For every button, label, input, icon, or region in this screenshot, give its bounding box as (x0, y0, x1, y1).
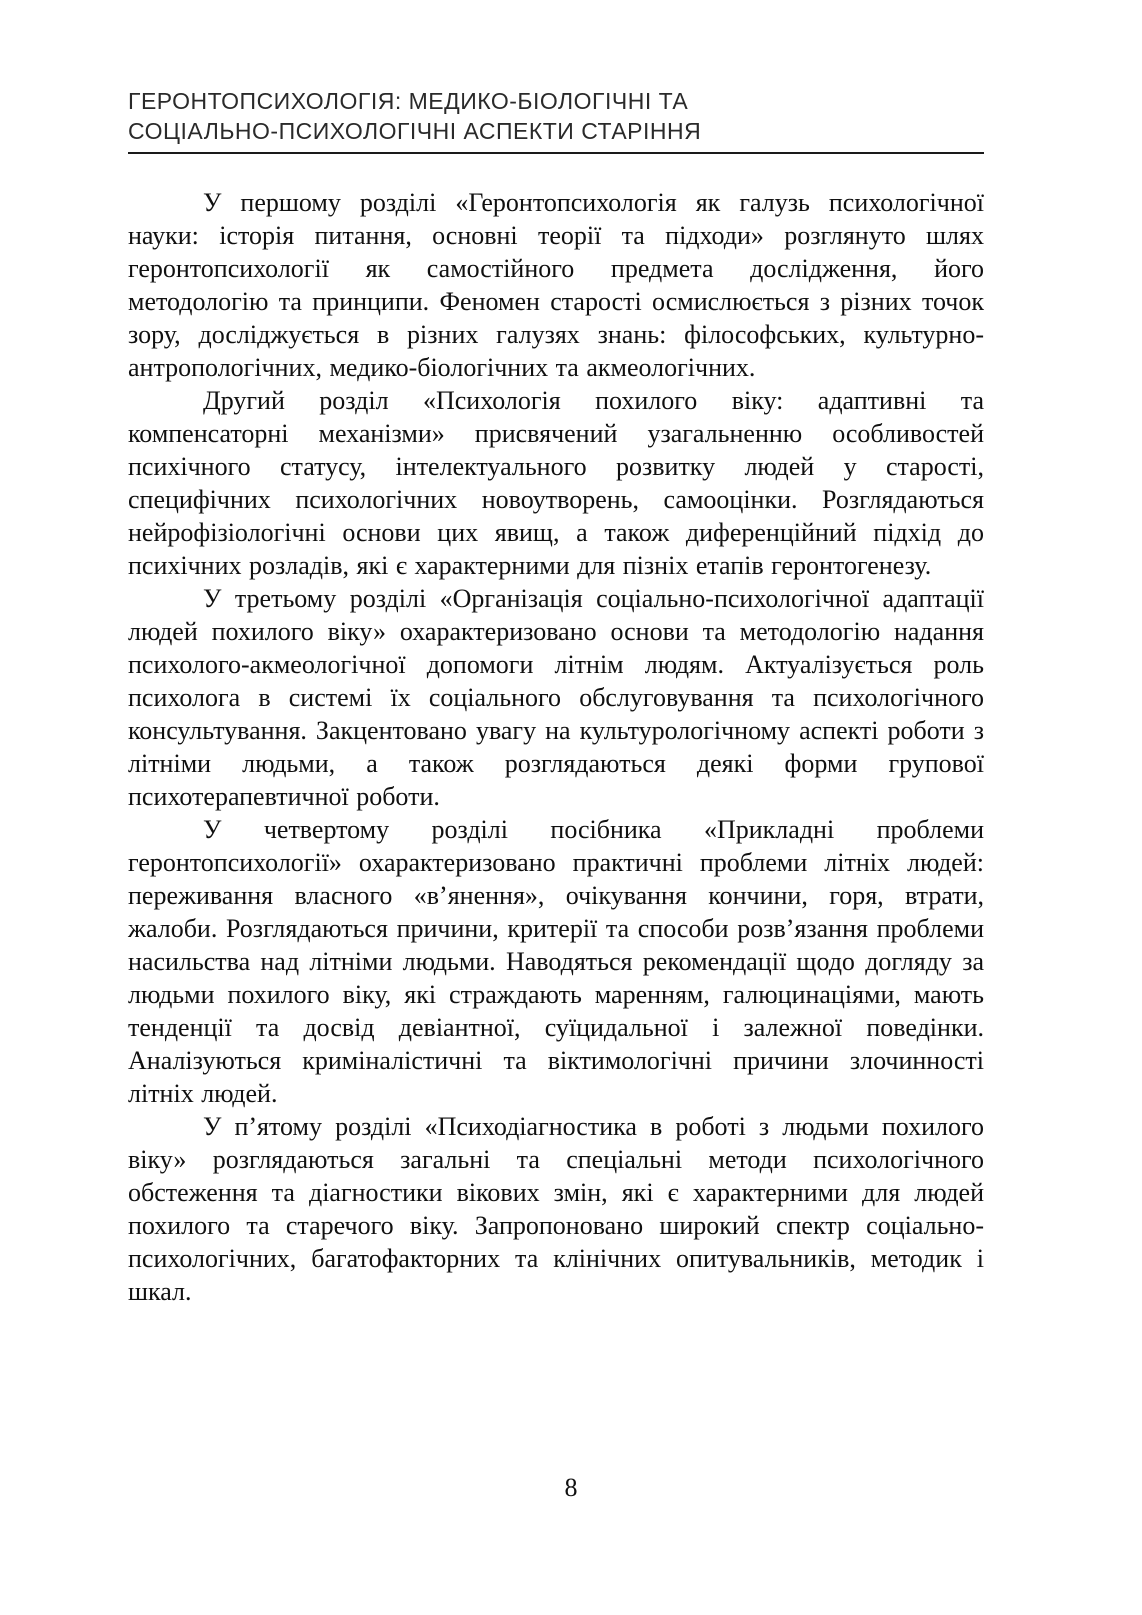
page-number: 8 (564, 1473, 578, 1502)
paragraph-section-1: У першому розділі «Геронтопсихологія як галузь психологічної науки: історія питання, основні теорії та підходи» розглянуто шлях геронтопсихології як самостійного предмета дослідження, його методологію та принципи. Феномен старості осмислюється з різних точок зору, досліджується в різних галузях знань: філософських, культурно-антропологічних, медико-біологічних та акмеологічних. (128, 188, 984, 382)
paragraph-section-2: Другий розділ «Психологія похилого віку: адаптивні та компенсаторні механізми» присвячений узагальненню особливостей психічного статусу, інтелектуального розвитку людей у старості, специфічних психологічних новоутворень, самооцінки. Розглядаються нейрофізіологічні основи цих явищ, а також диференційний підхід до психічних розладів, які є характерними для пізніх етапів геронтогенезу. (128, 386, 984, 580)
paragraph-section-3: У третьому розділі «Організація соціально-психологічної адаптації людей похилого віку» охарактеризовано основи та методологію надання психолого-акмеологічної допомоги літнім людям. Актуалізується роль психолога в системі їх соціального обслуговування та психологічного консультування. Закцентовано увагу на культурологічному аспекті роботи з літніми людьми, а також розглядаються деякі форми групової психотерапевтичної роботи. (128, 584, 984, 811)
running-header (128, 86, 984, 154)
header-title-line-1: ГЕРОНТОПСИХОЛОГІЯ: МЕДИКО-БІОЛОГІЧНІ ТА (128, 88, 689, 114)
paragraph-section-5: У п’ятому розділі «Психодіагностика в роботі з людьми похилого віку» розглядаються загальні та спеціальні методи психологічного обстеження та діагностики вікових змін, які є характерними для людей похилого та старечого віку. Запропоновано широкий спектр соціально-психологічних, багатофакторних та клінічних опитувальників, методик і шкал. (128, 1112, 984, 1306)
page-body (128, 186, 984, 1308)
paragraph-section-4: У четвертому розділі посібника «Прикладні проблеми геронтопсихології» охарактеризовано практичні проблеми літніх людей: переживання власного «в’янення», очікування кончини, горя, втрати, жалоби. Розглядаються причини, критерії та способи розв’язання проблеми насильства над літніми людьми. Наводяться рекомендації щодо догляду за людьми похилого віку, які страждають маренням, галюцинаціями, мають тенденції та досвід девіантної, суїцидальної і залежної поведінки. Аналізуються криміналістичні та віктимологічні причини злочинності літніх людей. (128, 815, 984, 1108)
header-rule (128, 152, 984, 154)
header-title-line-2: СОЦІАЛЬНО-ПСИХОЛОГІЧНІ АСПЕКТИ СТАРІННЯ (128, 118, 702, 144)
